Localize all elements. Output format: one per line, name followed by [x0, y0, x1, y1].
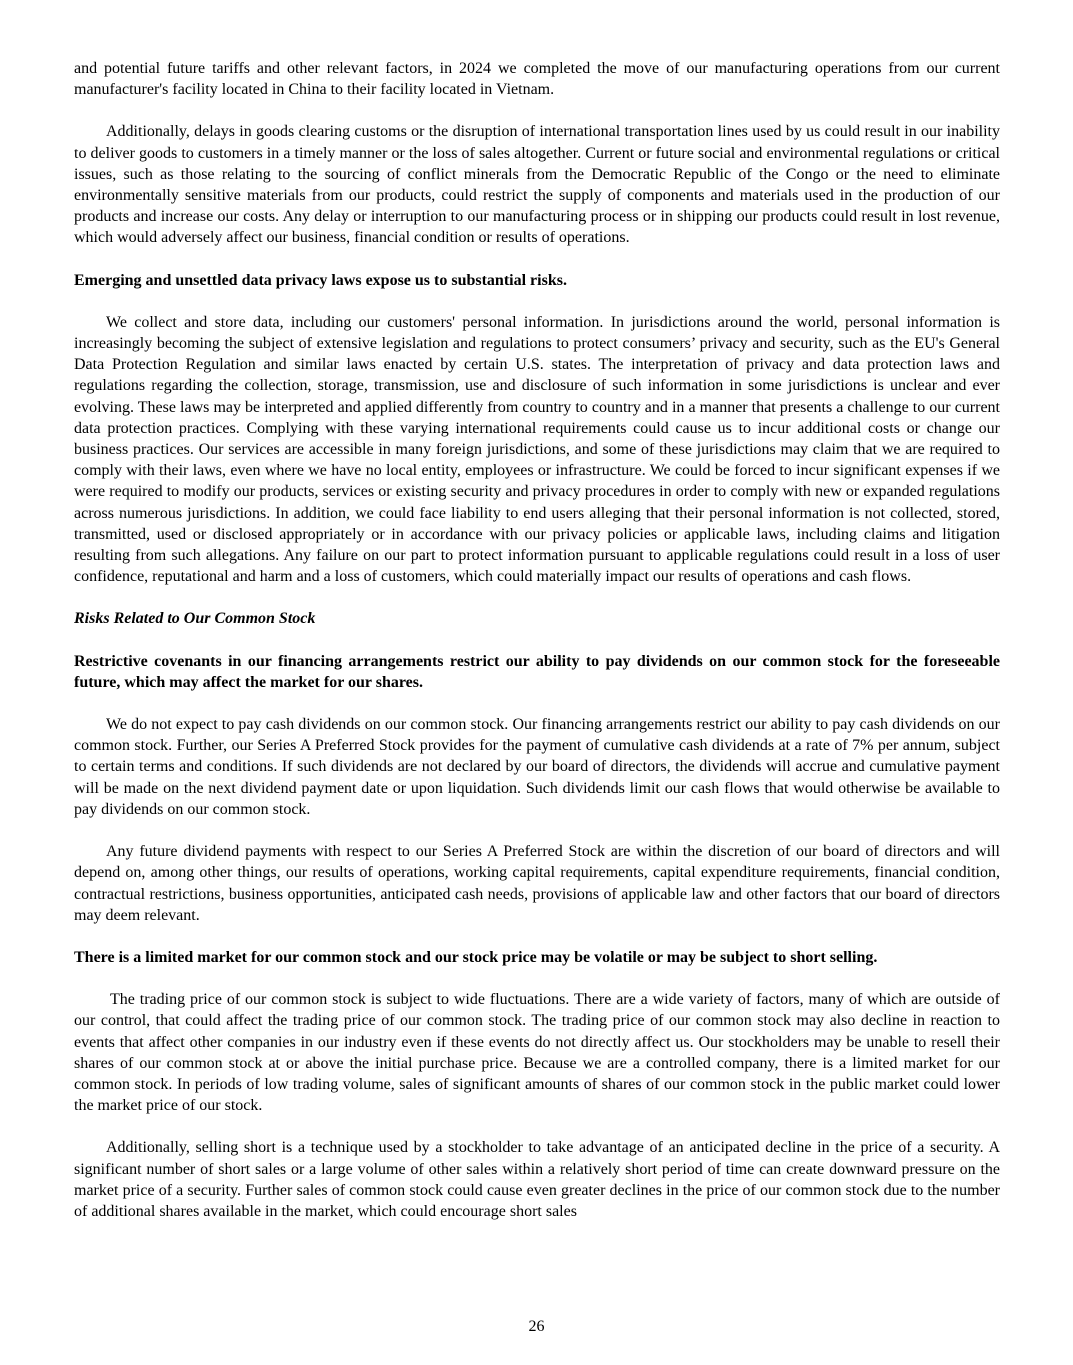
page-number: 26: [528, 1318, 545, 1335]
heading-limited-market: There is a limited market for our common stock and our stock price may be volatile or may be subject to short selling.: [74, 948, 878, 966]
document-page: [74, 58, 1000, 1243]
paragraph-short-selling: Additionally, selling short is a technique used by a stockholder to take advantage of an anticipated decline in the price of a security. A significant number of short sales or a large volume of other sales within a relatively short period of time can create downward pressure on the market price of a security. Further sales of common stock could cause even greater declines in the price of our common stock due to the number of additional shares available in the market, which could encourage short sales: [74, 1139, 1000, 1220]
paragraph-customs-delays: Additionally, delays in goods clearing customs or the disruption of international transportation lines used by us could result in our inability to deliver goods to customers in a timely manner or the loss of sales altogether. Current or future social and environmental regulations or critical issues, such as those relating to the sourcing of conflict minerals from the Democratic Republic of the Congo or the need to eliminate environmentally sensitive materials from our products, could restrict the supply of components and materials used in the production of our products and increase our costs. Any delay or interruption to our manufacturing process or in shipping our products could result in lost revenue, which would adversely affect our business, financial condition or results of operations.: [74, 123, 1000, 247]
subsection-common-stock-risks: Risks Related to Our Common Stock: [74, 610, 316, 628]
paragraph-data-privacy: We collect and store data, including our customers' personal information. In jurisdictions around the world, personal information is increasingly becoming the subject of extensive legislation and regulations to protect consumers’ privacy and security, such as the EU's General Data Protection Regulation and similar laws enacted by certain U.S. states. The interpretation of privacy and data protection laws and regulations regarding the collection, storage, transmission, use and disclosure of such information in some jurisdictions is unclear and ever evolving. These laws may be interpreted and applied differently from country to country and in a manner that presents a challenge to our current data protection practices. Complying with these varying international requirements could cause us to incur additional costs or change our business practices. Our services are accessible in many foreign jurisdictions, and some of these jurisdictions may claim that we are required to comply with their laws, even where we have no local entity, employees or infrastructure. We could be forced to incur significant expenses if we were required to modify our products, services or existing security and privacy procedures in order to comply with new or expanded regulations across numerous jurisdictions. In addition, we could face liability to end users alleging that their personal information is not collected, stored, transmitted, used or disclosed appropriately or in accordance with our privacy policies or applicable laws, including claims and litigation resulting from such allegations. Any failure on our part to protect information pursuant to applicable regulations could result in a loss of user confidence, reputational and harm and a loss of customers, which could materially impact our results of operations and cash flows.: [74, 313, 1000, 586]
paragraph-future-dividends: Any future dividend payments with respect to our Series A Preferred Stock are within the discretion of our board of directors and will depend on, among other things, our results of operations, working capital requirements, capital expenditure requirements, financial condition, contractual restrictions, business opportunities, anticipated cash needs, provisions of applicable law and other factors that our board of directors may deem relevant.: [74, 843, 1000, 924]
heading-restrictive-covenants: Restrictive covenants in our financing arrangements restrict our ability to pay dividends on our common stock for the foreseeable future, which may affect the market for our shares.: [74, 652, 1000, 691]
paragraph-continuation: and potential future tariffs and other relevant factors, in 2024 we completed the move of our manufacturing operations from our current manufacturer's facility located in China to their facility located in Vietnam.: [74, 60, 1000, 99]
heading-data-privacy: Emerging and unsettled data privacy laws expose us to substantial risks.: [74, 271, 567, 289]
paragraph-trading-price: The trading price of our common stock is subject to wide fluctuations. There are a wide variety of factors, many of which are outside of our control, that could affect the trading price of our common stock. The trading price of our common stock may also decline in reaction to events that affect other companies in our industry even if these events do not directly affect us. Our stockholders may be unable to resell their shares of our common stock at or above the initial purchase price. Because we are a controlled company, there is a limited market for our common stock. In periods of low trading volume, sales of significant amounts of shares of our common stock in the public market could lower the market price of our stock.: [74, 991, 1000, 1115]
paragraph-cash-dividends: We do not expect to pay cash dividends on our common stock. Our financing arrangements restrict our ability to pay cash dividends on our common stock. Further, our Series A Preferred Stock provides for the payment of cumulative cash dividends at a rate of 7% per annum, subject to certain terms and conditions. If such dividends are not declared by our board of directors, the dividends will accrue and cumulative payment will be made on the next dividend payment date or upon liquidation. Such dividends limit our cash flows that would otherwise be available to pay dividends on our common stock.: [74, 716, 1000, 818]
